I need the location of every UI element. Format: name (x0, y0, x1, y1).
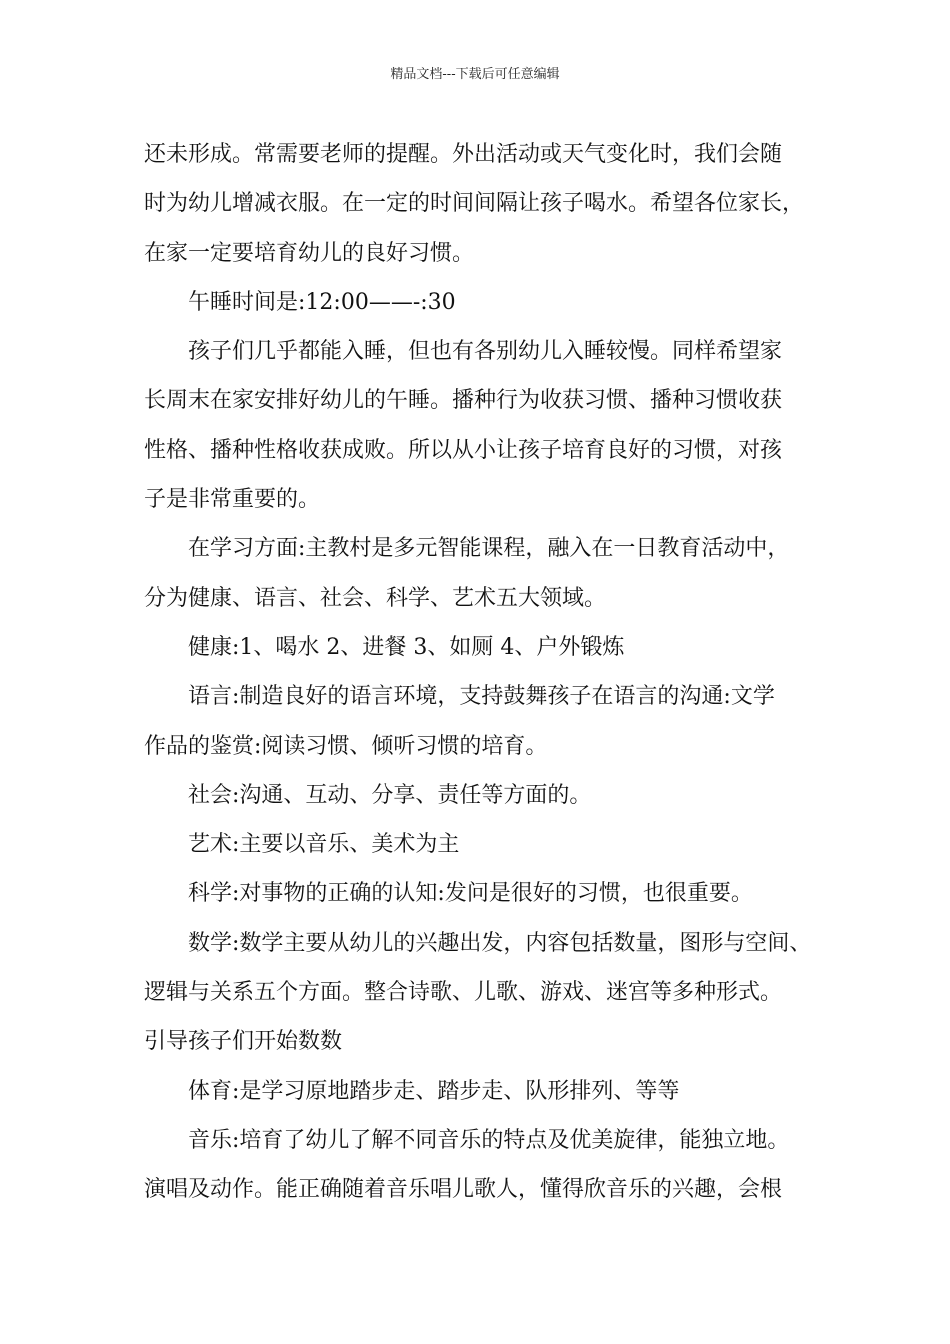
text-line: 逻辑与关系五个方面。整合诗歌、儿歌、游戏、迷宫等多种形式。 (144, 980, 783, 1006)
text-line: 社会:沟通、互动、分享、责任等方面的。 (188, 782, 592, 808)
text-line: 数学:数学主要从幼儿的兴趣出发，内容包括数量，图形与空间、 (188, 930, 812, 956)
text-line: 还未形成。常需要老师的提醒。外出活动或天气变化时，我们会随 (144, 142, 783, 167)
text-line: 分为健康、语言、社会、科学、艺术五大领域。 (144, 585, 607, 611)
text-line: 语言:制造良好的语言环境，支持鼓舞孩子在语言的沟通:文学 (188, 684, 775, 710)
text-line: 在学习方面:主教村是多元智能课程，融入在一日教育活动中， (188, 536, 790, 562)
text-line: 艺术:主要以音乐、美术为主 (188, 832, 460, 858)
text-line: 音乐:培育了幼儿了解不同音乐的特点及优美旋律，能独立地。 (188, 1127, 790, 1153)
text-line: 科学:对事物的正确的认知:发问是很好的习惯，也很重要。 (188, 881, 753, 907)
text-line: 性格、播种性格收获成败。所以从小让孩子培育良好的习惯，对孩 (144, 437, 783, 463)
text-line: 作品的鉴赏:阅读习惯、倾听习惯的培育。 (144, 733, 548, 759)
text-line: 时为幼儿增减衣服。在一定的时间间隔让孩子喝水。希望各位家长， (144, 191, 805, 217)
text-line: 引导孩子们开始数数 (144, 1029, 343, 1055)
text-line: 演唱及动作。能正确随着音乐唱儿歌人，懂得欣音乐的兴趣，会根 (144, 1177, 783, 1203)
text-line: 健康:1、喝水 2、进餐 3、如厕 4、户外锻炼 (188, 634, 625, 660)
text-line: 孩子们几乎都能入睡，但也有各别幼儿入睡较慢。同样希望家 (188, 339, 783, 365)
text-line: 长周末在家安排好幼儿的午睡。播种行为收获习惯、播种习惯收获 (144, 388, 783, 414)
page-header: 精品文档---下载后可任意编辑 (390, 67, 560, 82)
text-line: 子是非常重要的。 (144, 487, 321, 513)
text-line: 午睡时间是:12:00——-:30 (188, 289, 456, 315)
text-line: 体育:是学习原地踏步走、踏步走、队形排列、等等 (188, 1078, 680, 1104)
text-line: 在家一定要培育幼儿的良好习惯。 (144, 240, 475, 266)
document-body (144, 130, 834, 1215)
